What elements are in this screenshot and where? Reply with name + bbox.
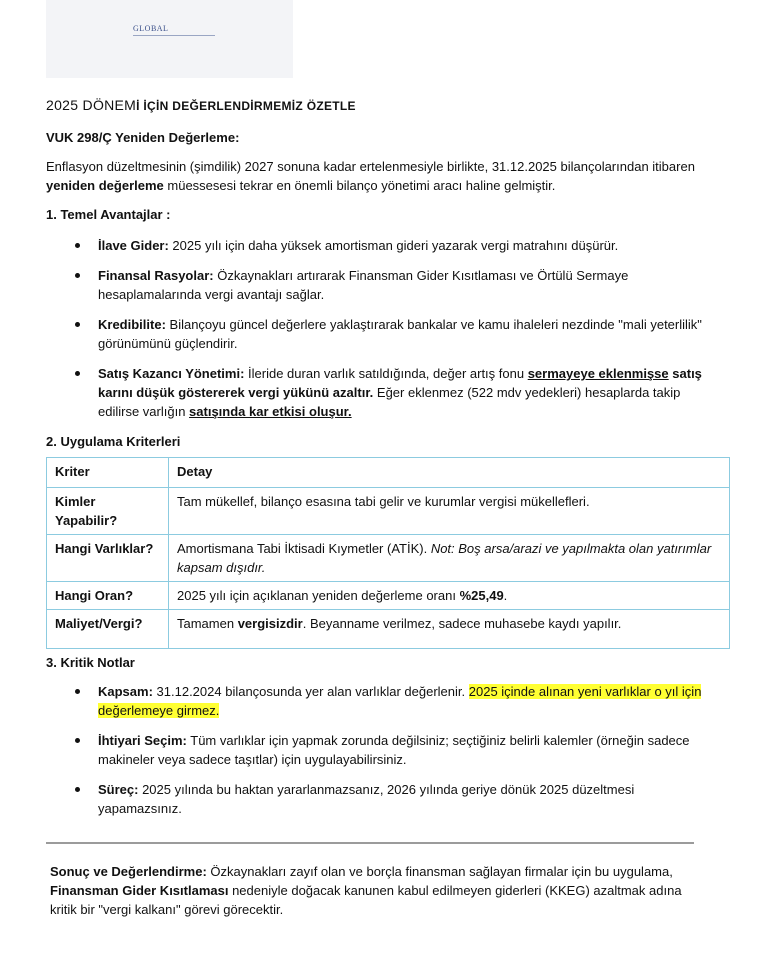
row-detail: Tamamen vergisizdir. Beyanname verilmez, sadece muhasebe kaydı yapılır. xyxy=(169,610,730,649)
page-title: 2025 DÖNEMİ İÇİN DEĞERLENDİRMEMİZ ÖZETLE xyxy=(46,97,356,113)
table-row xyxy=(47,582,730,610)
list-item: İlave Gider: 2025 yılı için daha yüksek amortisman gideri yazarak vergi matrahını düşürür. xyxy=(46,236,706,255)
company-logo: GLOBAL xyxy=(133,24,169,33)
row-label: Kimler Yapabilir? xyxy=(47,488,169,535)
row-detail: Amortismana Tabi İktisadi Kıymetler (ATİK). Not: Boş arsa/arazi ve yapılmakta olan yatırımlar kapsam dışıdır. xyxy=(169,535,730,582)
conclusion-paragraph: Sonuç ve Değerlendirme: Özkaynakları zayıf olan ve borçla finansman sağlayan firmalar için bu uygulama, Finansman Gider Kısıtlaması nedeniyle doğacak kanunen kabul edilmeyen giderleri (KKEG) azaltmak adına kritik bir "vergi kalkanı" görevi görecektir. xyxy=(50,864,682,917)
list-item: Finansal Rasyolar: Özkaynakları artırarak Finansman Gider Kısıtlaması ve Örtülü Sermaye hesaplamalarında vergi avantajı sağlar. xyxy=(46,266,706,304)
advantages-list xyxy=(46,236,706,421)
row-label: Hangi Varlıklar? xyxy=(47,535,169,582)
header-kriter: Kriter xyxy=(47,458,169,488)
row-detail: Tam mükellef, bilanço esasına tabi gelir ve kurumlar vergisi mükellefleri. xyxy=(169,488,730,535)
logo-area xyxy=(46,0,293,78)
list-item: Kapsam: 31.12.2024 bilançosunda yer alan varlıklar değerlenir. 2025 içinde alınan yeni varlıklar o yıl için değerlemeye girmez. xyxy=(46,682,706,720)
list-item: Süreç: 2025 yılında bu haktan yararlanmazsanız, 2026 yılında geriye dönük 2025 düzeltmesi yapamazsınız. xyxy=(46,780,706,818)
section-2-title: 2. Uygulama Kriterleri xyxy=(46,434,181,449)
list-item: Satış Kazancı Yönetimi: İleride duran varlık satıldığında, değer artış fonu sermayeye eklenmişse satış karını düşük göstererek vergi yükünü azaltır. Eğer eklenmez (522 mdv yedekleri) hesaplarda takip edilirse varlığın satışında kar etkisi oluşur. xyxy=(46,364,706,421)
row-detail: 2025 yılı için açıklanan yeniden değerleme oranı %25,49. xyxy=(169,582,730,610)
row-label: Maliyet/Vergi? xyxy=(47,610,169,649)
table-row xyxy=(47,535,730,582)
table-row xyxy=(47,488,730,535)
table-header-row xyxy=(47,458,730,488)
document-body xyxy=(46,96,712,929)
logo-underline xyxy=(133,35,215,36)
subtitle: VUK 298/Ç Yeniden Değerleme: xyxy=(46,130,240,145)
section-3-title: 3. Kritik Notlar xyxy=(46,655,135,670)
row-label: Hangi Oran? xyxy=(47,582,169,610)
table-row xyxy=(47,610,730,649)
criteria-table xyxy=(46,457,730,649)
list-item: Kredibilite: Bilançoyu güncel değerlere yaklaştırarak bankalar ve kamu ihaleleri nezdinde "mali yeterlilik" görünümünü güçlendirir. xyxy=(46,315,706,353)
header-detay: Detay xyxy=(169,458,730,488)
intro-paragraph: Enflasyon düzeltmesinin (şimdilik) 2027 sonuna kadar ertelenmesiyle birlikte, 31.12.2025 bilançolarından itibaren yeniden değerleme müessesesi tekrar en önemli bilanço yönetimi aracı haline gelmiştir. xyxy=(46,159,695,193)
section-1-title: 1. Temel Avantajlar : xyxy=(46,207,171,222)
horizontal-divider xyxy=(46,842,694,844)
critical-notes-list xyxy=(46,682,706,818)
list-item: İhtiyari Seçim: Tüm varlıklar için yapmak zorunda değilsiniz; seçtiğiniz belirli kalemler (örneğin sadece makineler veya sadece taşıtlar) için uygulayabilirsiniz. xyxy=(46,731,706,769)
